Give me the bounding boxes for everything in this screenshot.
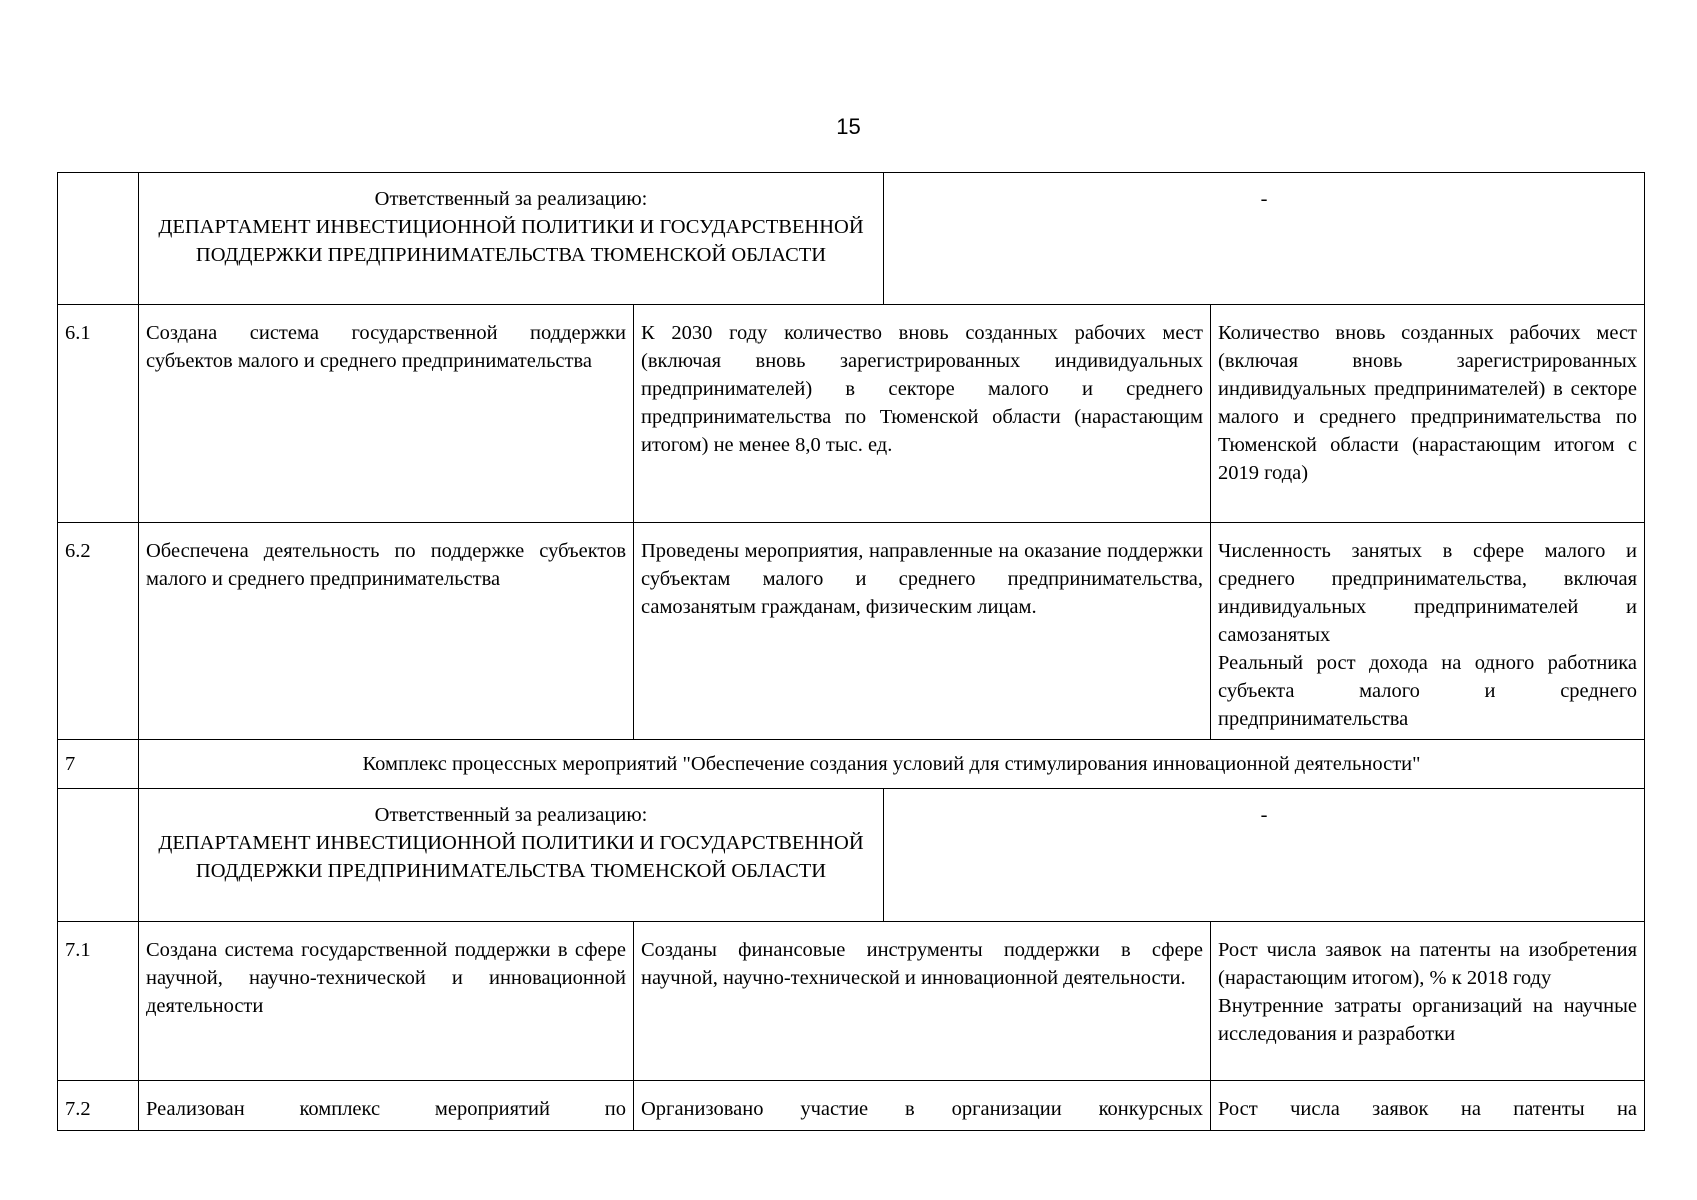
row-number: 6.1	[58, 305, 139, 523]
responsible-department: ДЕПАРТАМЕНТ ИНВЕСТИЦИОННОЙ ПОЛИТИКИ И ГОСУДАРСТВЕННОЙ ПОДДЕРЖКИ ПРЕДПРИНИМАТЕЛЬСТВА ТЮМЕНСКОЙ ОБЛАСТИ	[158, 832, 864, 882]
complex-title: Комплекс процессных мероприятий "Обеспечение создания условий для стимулирования инновационной деятельности"	[139, 740, 1645, 789]
indicators-cell	[1211, 305, 1645, 523]
task-cell: Реализован комплекс мероприятий по	[139, 1081, 634, 1131]
description-cell: Созданы финансовые инструменты поддержки в сфере научной, научно-технической и инновационной деятельности.	[634, 922, 1211, 1081]
row-number: 7	[58, 740, 139, 789]
empty-num-cell	[58, 173, 139, 305]
description-cell: Организовано участие в организации конкурсных	[634, 1081, 1211, 1131]
complex-row	[58, 740, 1645, 789]
indicator-text: Внутренние затраты организаций на научные исследования и разработки	[1218, 995, 1638, 1045]
indicator-text: Численность занятых в сфере малого и среднего предпринимательства, включая индивидуальных предпринимателей и самозанятых	[1218, 540, 1638, 646]
table-row	[58, 922, 1645, 1081]
responsible-caption: Ответственный за реализацию:	[374, 188, 648, 210]
description-cell: К 2030 году количество вновь созданных рабочих мест (включая вновь зарегистрированных индивидуальных предпринимателей) в секторе малого и среднего предпринимательства по Тюменской области (нарастающим итогом) не менее 8,0 тыс. ед.	[634, 305, 1211, 523]
row-number: 7.1	[58, 922, 139, 1081]
responsible-row	[58, 789, 1645, 922]
row-number: 6.2	[58, 523, 139, 740]
task-cell: Обеспечена деятельность по поддержке субъектов малого и среднего предпринимательства	[139, 523, 634, 740]
empty-num-cell	[58, 789, 139, 922]
table-row	[58, 1081, 1645, 1131]
indicator-text: Рост числа заявок на патенты на изобретения (нарастающим итогом), % к 2018 году	[1218, 939, 1638, 989]
dash-text: -	[1260, 804, 1268, 826]
responsible-cell	[139, 789, 884, 922]
table-row	[58, 523, 1645, 740]
indicator-text: Рост числа заявок на патенты на	[1218, 1098, 1638, 1120]
dash-text: -	[1260, 188, 1268, 210]
row-number: 7.2	[58, 1081, 139, 1131]
responsible-department: ДЕПАРТАМЕНТ ИНВЕСТИЦИОННОЙ ПОЛИТИКИ И ГОСУДАРСТВЕННОЙ ПОДДЕРЖКИ ПРЕДПРИНИМАТЕЛЬСТВА ТЮМЕНСКОЙ ОБЛАСТИ	[158, 216, 864, 266]
description-cell: Проведены мероприятия, направленные на оказание поддержки субъектам малого и среднего предпринимательства, самозанятым гражданам, физическим лицам.	[634, 523, 1211, 740]
page-number: 15	[836, 114, 861, 139]
responsible-dash-cell	[884, 173, 1645, 305]
indicators-cell	[1211, 1081, 1645, 1131]
indicators-cell	[1211, 922, 1645, 1081]
table-row	[58, 305, 1645, 523]
responsible-row	[58, 173, 1645, 305]
responsible-cell	[139, 173, 884, 305]
indicator-text: Количество вновь созданных рабочих мест (включая вновь зарегистрированных индивидуальных предпринимателей) в секторе малого и среднего предпринимательства по Тюменской области (нарастающим итогом с 2019 года)	[1218, 322, 1638, 484]
task-cell: Создана система государственной поддержки в сфере научной, научно-технической и инновационной деятельности	[139, 922, 634, 1081]
task-cell: Создана система государственной поддержки субъектов малого и среднего предпринимательства	[139, 305, 634, 523]
indicator-text: Реальный рост дохода на одного работника субъекта малого и среднего предпринимательства	[1218, 652, 1638, 730]
responsible-caption: Ответственный за реализацию:	[374, 804, 648, 826]
plan-table	[57, 172, 1645, 1131]
responsible-dash-cell	[884, 789, 1645, 922]
indicators-cell	[1211, 523, 1645, 740]
